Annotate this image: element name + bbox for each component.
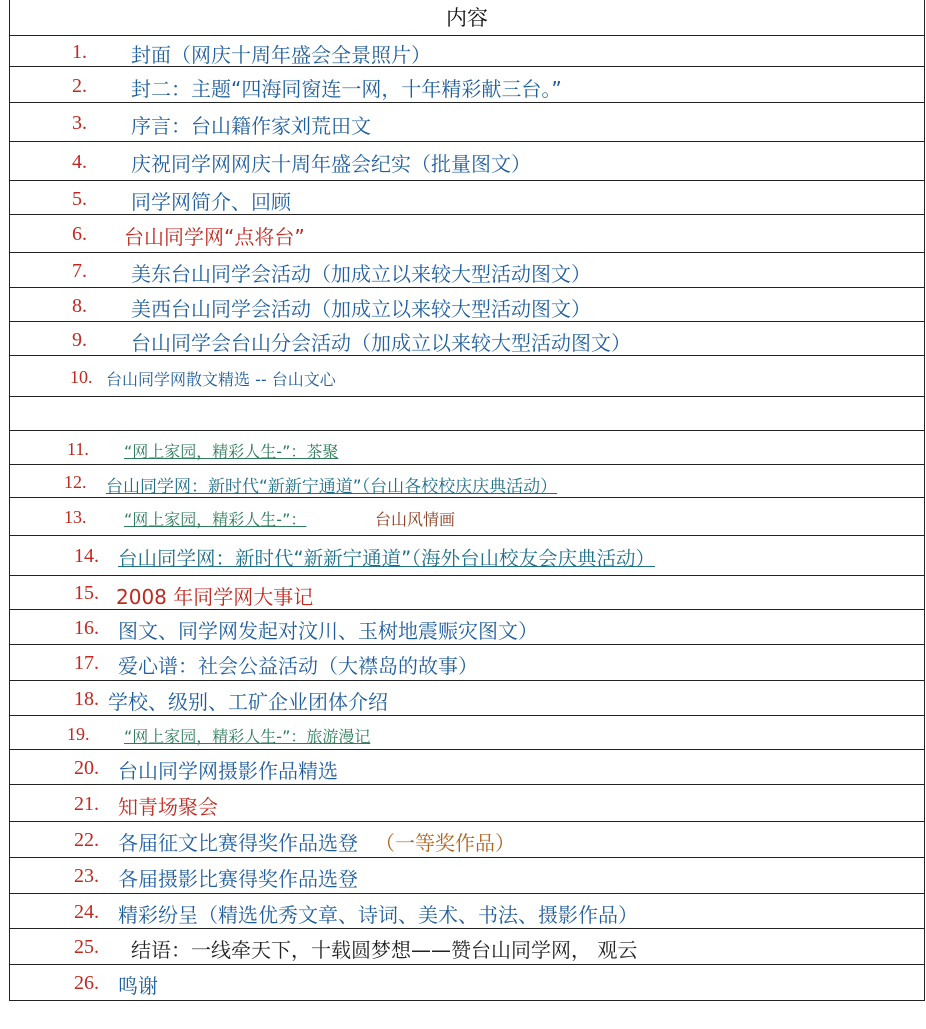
toc-num: 5. <box>72 188 87 210</box>
toc-row-10 <box>10 356 924 397</box>
toc-link-text[interactable]: 台山同学网：新时代“新新宁通道”（海外台山校友会庆典活动） <box>118 547 655 570</box>
toc-row-24 <box>10 894 924 929</box>
toc-text: 精彩纷呈（精选优秀文章、诗词、美术、书法、摄影作品） <box>118 903 638 927</box>
toc-row-4 <box>10 142 924 181</box>
toc-text: 各届摄影比赛得奖作品选登 <box>118 867 358 891</box>
toc-num: 10. <box>70 367 93 387</box>
toc-text: 结语：一线牵天下，十载圆梦想——赞台山同学网， 观云 <box>131 938 638 962</box>
toc-num: 23. <box>74 865 99 887</box>
toc-text: 台山同学网散文精选 -- 台山文心 <box>106 370 336 389</box>
toc-row-12 <box>10 465 924 498</box>
toc-text: 台山同学网摄影作品精选 <box>118 759 338 783</box>
toc-row-26 <box>10 965 924 1001</box>
toc-num: 17. <box>74 652 99 674</box>
toc-row-15 <box>10 576 924 610</box>
toc-num: 22. <box>74 829 99 851</box>
toc-text: 2008 年同学网大事记 <box>116 585 314 609</box>
toc-row-20 <box>10 750 924 785</box>
toc-text: 庆祝同学网网庆十周年盛会纪实（批量图文） <box>131 152 531 176</box>
toc-text: 封面（网庆十周年盛会全景照片） <box>131 43 431 67</box>
toc-text: 美西台山同学会活动（加成立以来较大型活动图文） <box>131 297 591 321</box>
toc-row-17 <box>10 645 924 681</box>
toc-row-19 <box>10 716 924 750</box>
toc-num: 6. <box>72 223 87 245</box>
toc-num: 15. <box>74 582 99 604</box>
toc-num: 12. <box>64 472 87 492</box>
toc-row-empty <box>10 397 924 431</box>
toc-num: 13. <box>64 507 87 527</box>
toc-num: 11. <box>67 439 89 459</box>
toc-row-22 <box>10 822 924 858</box>
toc-text: 封二：主题“四海同窗连一网，十年精彩献三台。” <box>131 77 562 101</box>
toc-row-23 <box>10 858 924 894</box>
toc-num: 14. <box>74 545 99 567</box>
toc-header: 内容 <box>446 6 488 30</box>
toc-text-suffix: 台山风情画 <box>375 510 456 529</box>
toc-header-row <box>10 0 924 36</box>
toc-link-text[interactable]: 台山同学网：新时代“新新宁通道”（台山各校校庆庆典活动） <box>106 477 558 497</box>
toc-row-9 <box>10 322 924 356</box>
toc-num: 2. <box>72 75 87 97</box>
toc-row-13 <box>10 498 924 536</box>
toc-text: 同学网简介、回顾 <box>131 190 291 214</box>
toc-num: 25. <box>74 936 99 958</box>
toc-num: 9. <box>72 329 87 351</box>
toc-num: 3. <box>72 112 87 134</box>
toc-row-1 <box>10 36 924 67</box>
toc-text-suffix: （一等奖作品） <box>375 831 515 855</box>
toc-num: 16. <box>74 617 99 639</box>
toc-text: 序言：台山籍作家刘荒田文 <box>131 114 371 138</box>
toc-row-16 <box>10 610 924 645</box>
toc-row-6 <box>10 215 924 253</box>
toc-table <box>9 0 925 1001</box>
toc-num: 7. <box>72 260 87 282</box>
toc-text: 台山同学网“点将台” <box>124 225 305 249</box>
toc-text: 图文、同学网发起对汶川、玉树地震赈灾图文） <box>118 619 538 643</box>
toc-row-11 <box>10 431 924 465</box>
toc-num: 21. <box>74 793 99 815</box>
toc-num: 24. <box>74 901 99 923</box>
toc-num: 8. <box>72 295 87 317</box>
toc-row-2 <box>10 67 924 103</box>
toc-num: 4. <box>72 151 87 173</box>
toc-row-14 <box>10 536 924 576</box>
toc-text: 爱心谱：社会公益活动（大襟岛的故事） <box>118 654 478 678</box>
toc-link-text[interactable]: “网上家园，精彩人生-”： <box>124 510 307 529</box>
toc-link-text[interactable]: “网上家园，精彩人生-”：旅游漫记 <box>124 727 371 746</box>
toc-num: 20. <box>74 757 99 779</box>
toc-row-25 <box>10 929 924 965</box>
toc-num: 1. <box>72 41 87 63</box>
toc-text: 美东台山同学会活动（加成立以来较大型活动图文） <box>131 262 591 286</box>
toc-num: 18. <box>74 688 99 710</box>
toc-row-21 <box>10 785 924 822</box>
toc-text: 知青场聚会 <box>118 795 218 819</box>
toc-row-5 <box>10 181 924 215</box>
toc-text: 鸣谢 <box>118 974 158 998</box>
toc-text: 台山同学会台山分会活动（加成立以来较大型活动图文） <box>131 331 631 355</box>
toc-row-18 <box>10 681 924 716</box>
toc-num: 26. <box>74 972 99 994</box>
toc-row-8 <box>10 288 924 322</box>
toc-num: 19. <box>67 724 90 744</box>
toc-text: 学校、级别、工矿企业团体介绍 <box>108 690 388 714</box>
toc-text: 各届征文比赛得奖作品选登 <box>118 831 358 855</box>
toc-link-text[interactable]: “网上家园，精彩人生-”：茶聚 <box>124 442 339 461</box>
toc-row-3 <box>10 103 924 142</box>
toc-row-7 <box>10 253 924 288</box>
